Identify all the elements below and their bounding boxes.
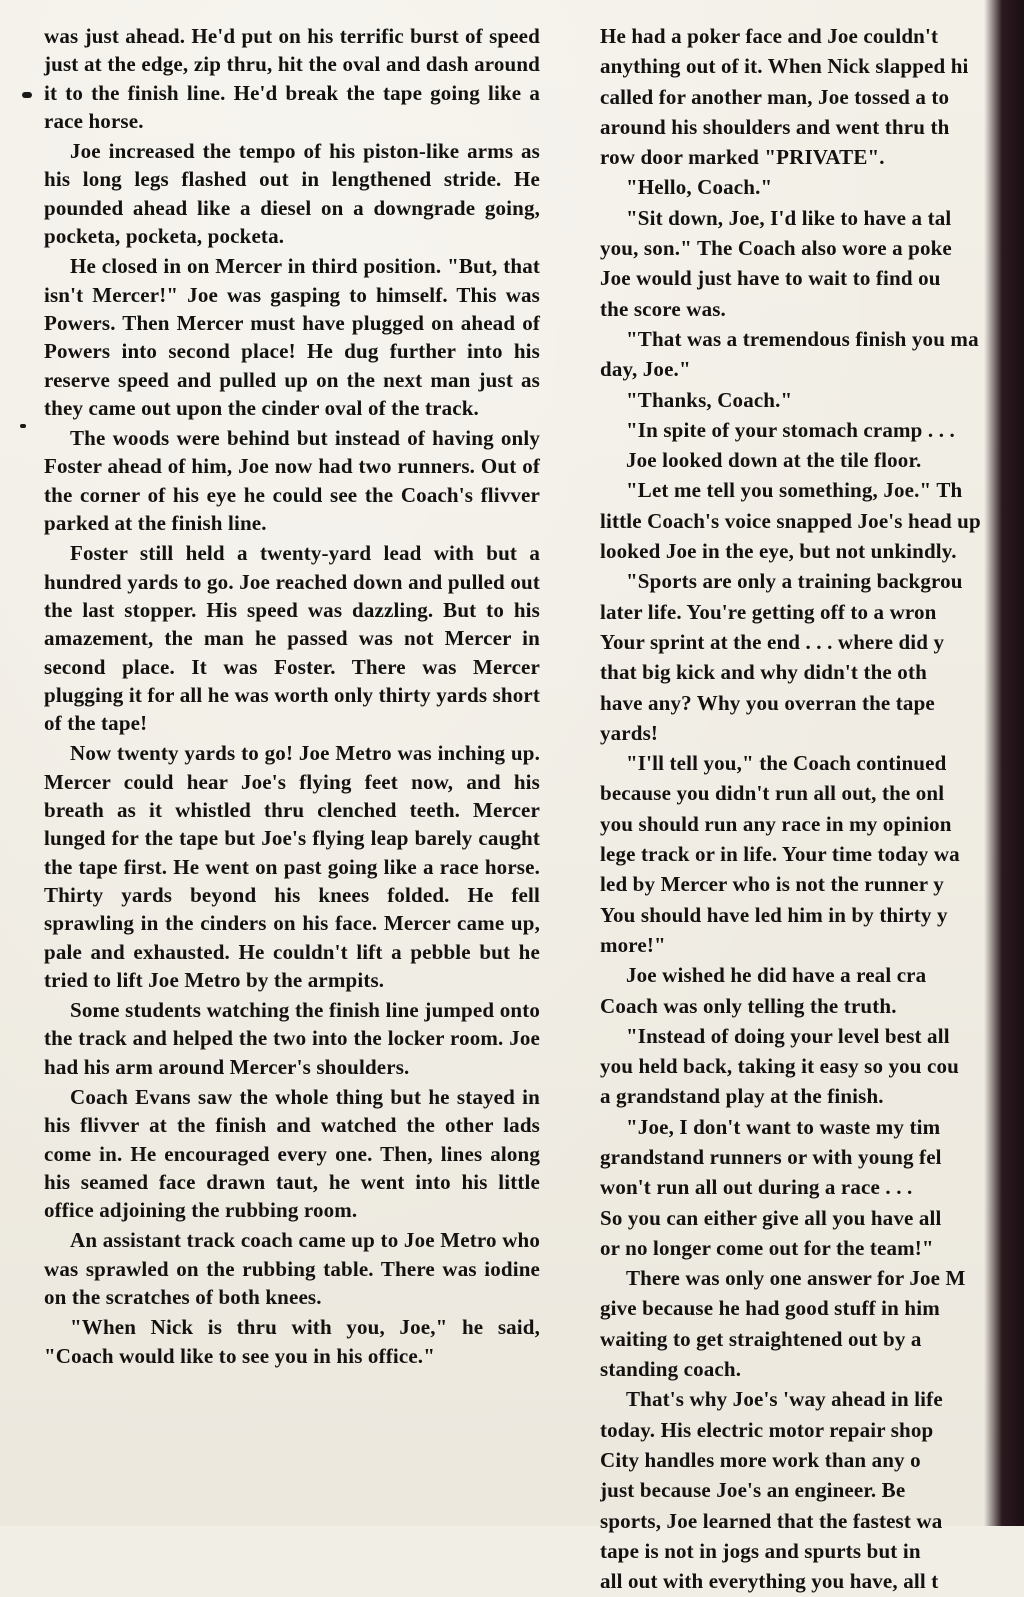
text-line: "Joe, I don't want to waste my tim bbox=[626, 1114, 941, 1139]
text-line: yards! bbox=[600, 720, 659, 745]
text-line: later life. You're getting off to a wron bbox=[600, 599, 937, 624]
text-line: give because he had good stuff in him bbox=[600, 1296, 940, 1321]
text-line: You should have led him in by thirty y bbox=[600, 902, 948, 927]
text-line: won't run all out during a race . . . bbox=[600, 1175, 913, 1200]
text-line: you held back, taking it easy so you cou bbox=[600, 1054, 959, 1079]
ink-speck bbox=[22, 92, 32, 98]
text-line: "Sit down, Joe, I'd like to have a tal bbox=[626, 205, 952, 230]
page-edge-shadow bbox=[984, 0, 1024, 1526]
text-line: There was only one answer for Joe M bbox=[626, 1266, 966, 1291]
text-line: "Instead of doing your level best all bbox=[626, 1023, 950, 1048]
ink-speck bbox=[20, 424, 26, 428]
paragraph: Coach Evans saw the whole thing but he stayed in his flivver at the finish and watched the other lads come in. He encouraged every one. Then, lines along his seamed face drawn taut, he went into his little office adjoining the rubbing room. bbox=[44, 1084, 540, 1223]
text-line: sports, Joe learned that the fastest wa bbox=[600, 1508, 943, 1533]
text-line: tape is not in jogs and spurts but in bbox=[600, 1538, 921, 1563]
text-line: He had a poker face and Joe couldn't bbox=[600, 24, 939, 48]
text-line: led by Mercer who is not the runner y bbox=[600, 872, 944, 897]
text-line: "That was a tremendous finish you ma bbox=[626, 326, 979, 351]
paragraph: An assistant track coach came up to Joe Metro who was sprawled on the rubbing table. There was iodine on the scratches of both knees. bbox=[44, 1228, 540, 1310]
text-line: lege track or in life. Your time today wa bbox=[600, 842, 960, 867]
text-line: "In spite of your stomach cramp . . . bbox=[626, 417, 955, 442]
paragraph: The woods were behind but instead of having only Foster ahead of him, Joe now had two runners. Out of the corner of his eye he could see the Coach's flivver parked at the finish line. bbox=[44, 426, 540, 536]
text-line: you should run any race in my opinion bbox=[600, 811, 952, 836]
text-line: Joe looked down at the tile floor. bbox=[626, 448, 922, 473]
text-line: "Sports are only a training backgrou bbox=[626, 569, 963, 594]
text-line: "I'll tell you," the Coach continued bbox=[626, 751, 947, 776]
text-line: "Hello, Coach." bbox=[626, 175, 773, 200]
text-line: just because Joe's an engineer. Be bbox=[600, 1478, 906, 1503]
text-line: grandstand runners or with young fel bbox=[600, 1144, 942, 1169]
paragraph: "When Nick is thru with you, Joe," he said, "Coach would like to see you in his office." bbox=[44, 1315, 540, 1368]
text-line: all out with everything you have, all t bbox=[600, 1569, 939, 1594]
right-text-column bbox=[600, 22, 1020, 1597]
text-line: or no longer come out for the team!" bbox=[600, 1235, 934, 1260]
text-line: called for another man, Joe tossed a to bbox=[600, 84, 950, 109]
left-text-column bbox=[44, 22, 540, 1372]
paragraph: Now twenty yards to go! Joe Metro was inching up. Mercer could hear Joe's flying feet now, and his breath as it whistled thru clenched teeth. Mercer lunged for the tape but Joe's flying leap barely caught the tape first. He went on past going like a race horse. Thirty yards beyond his knees folded. He fell sprawling in the cinders on his face. Mercer came up, pale and exhausted. He couldn't lift a pebble but he tried to lift Joe Metro by the armpits. bbox=[44, 741, 540, 992]
text-line: more!" bbox=[600, 932, 666, 957]
text-line: So you can either give all you have all bbox=[600, 1205, 942, 1230]
text-line: standing coach. bbox=[600, 1357, 742, 1382]
text-line: you, son." The Coach also wore a poke bbox=[600, 236, 952, 261]
text-line: around his shoulders and went thru th bbox=[600, 114, 950, 139]
paragraph: He closed in on Mercer in third position. "But, that isn't Mercer!" Joe was gasping to himself. This was Powers. Then Mercer must have plugged on ahead of Powers into second place! He dug further into his reserve speed and pulled up on the next man just as they came out upon the cinder oval of the track. bbox=[44, 254, 540, 420]
text-line: have any? Why you overran the tape bbox=[600, 690, 935, 715]
paragraph: Joe increased the tempo of his piston-like arms as his long legs flashed out in lengthened stride. He pounded ahead like a diesel on a downgrade going, pocketa, pocketa, pocketa. bbox=[44, 139, 540, 249]
text-line: waiting to get straightened out by a bbox=[600, 1326, 922, 1351]
text-line: row door marked "PRIVATE". bbox=[600, 145, 885, 170]
text-line: "Thanks, Coach." bbox=[626, 387, 793, 412]
paragraph: Some students watching the finish line jumped onto the track and helped the two into the locker room. Joe had his arm around Mercer's shoulders. bbox=[44, 998, 540, 1079]
text-line: anything out of it. When Nick slapped hi bbox=[600, 54, 969, 79]
text-line: little Coach's voice snapped Joe's head up bbox=[600, 508, 981, 533]
text-line: because you didn't run all out, the onl bbox=[600, 781, 945, 806]
text-line: City handles more work than any o bbox=[600, 1447, 921, 1472]
text-line: a grandstand play at the finish. bbox=[600, 1084, 884, 1109]
text-line: that big kick and why didn't the oth bbox=[600, 660, 927, 685]
text-line: looked Joe in the eye, but not unkindly. bbox=[600, 539, 957, 564]
text-line: today. His electric motor repair shop bbox=[600, 1417, 934, 1442]
paragraph: Foster still held a twenty-yard lead with but a hundred yards to go. Joe reached down and pulled out the last stopper. His speed was dazzling. But to his amazement, the man he passed was not Mercer in second place. It was Foster. There was Mercer plugging it for all he was worth only thirty yards short of the tape! bbox=[44, 541, 540, 736]
text-line: the score was. bbox=[600, 296, 726, 321]
text-line: Joe wished he did have a real cra bbox=[626, 963, 927, 988]
text-line: Your sprint at the end . . . where did y bbox=[600, 629, 945, 654]
text-line: Joe would just have to wait to find ou bbox=[600, 266, 941, 291]
text-line: Coach was only telling the truth. bbox=[600, 993, 897, 1018]
text-line: day, Joe." bbox=[600, 357, 691, 382]
paragraph: was just ahead. He'd put on his terrific burst of speed just at the edge, zip thru, hit the oval and dash around it to the finish line. He'd break the tape going like a race horse. bbox=[44, 24, 540, 133]
text-line: "Let me tell you something, Joe." Th bbox=[626, 478, 963, 503]
text-line: That's why Joe's 'way ahead in life bbox=[626, 1387, 943, 1412]
